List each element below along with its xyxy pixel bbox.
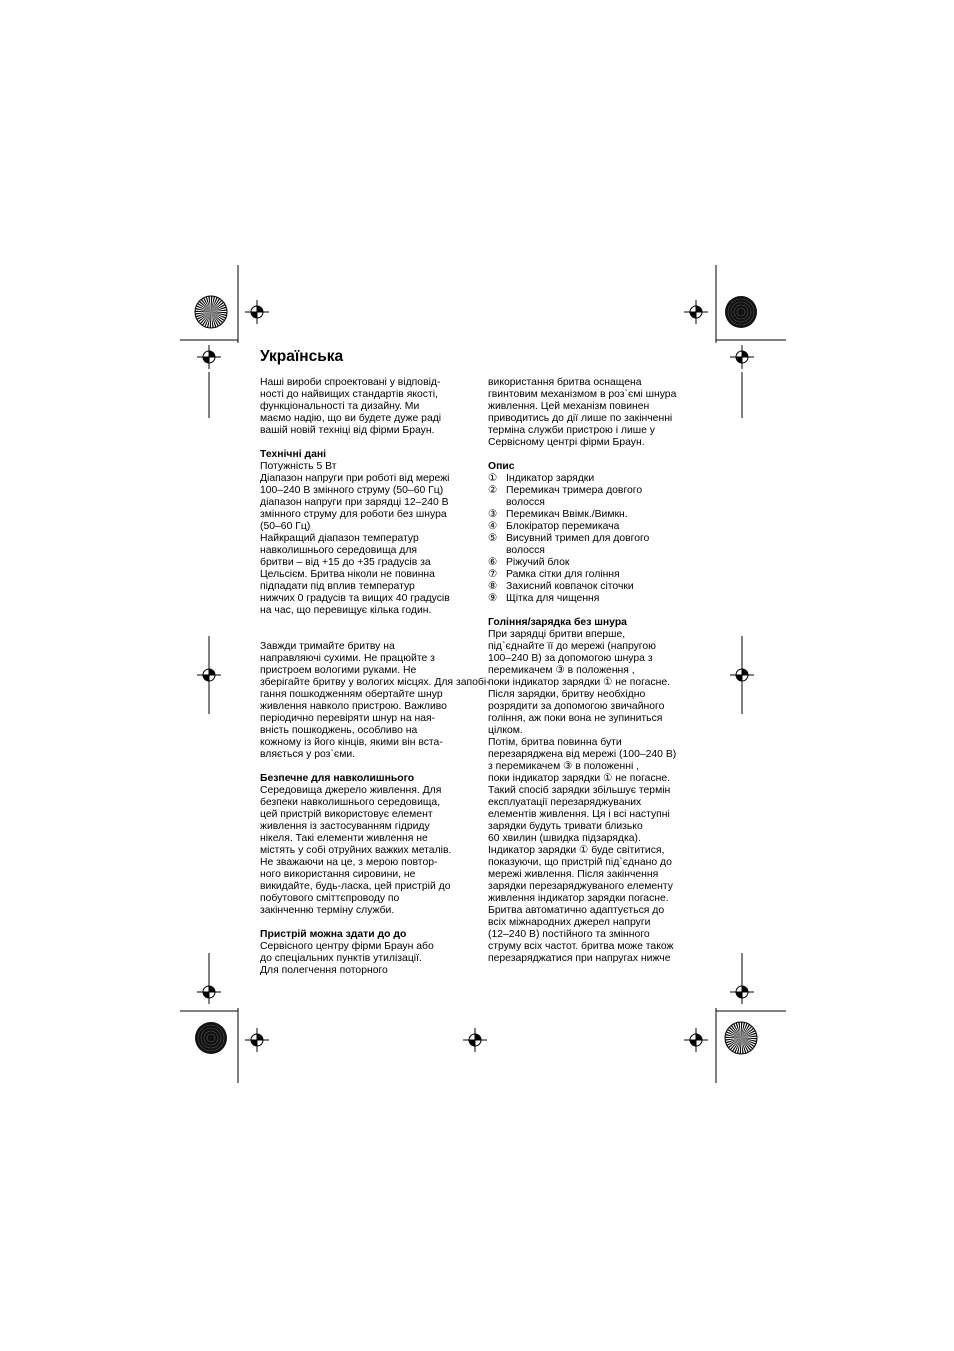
line-text: 100–240 В) за допомогою шнура з: [488, 653, 653, 664]
line-text: маємо надію, що ви будете дуже раді: [260, 413, 442, 424]
line-text: побутового сміттєпроводу по: [260, 893, 400, 904]
text-line: [488, 545, 694, 557]
line-text: При зарядці бритви вперше,: [488, 629, 626, 640]
text-line: [488, 761, 694, 773]
line-text: нікеля. Такі елементи живлення не: [260, 833, 428, 844]
text-line: [260, 521, 470, 533]
text-line: [260, 461, 470, 473]
line-text: (12–240 В) постійного та змінного: [488, 929, 650, 940]
line-text: Блокіратор перемикача: [506, 521, 620, 532]
text-line: [488, 917, 694, 929]
line-text: підпадати під вплив температур: [260, 581, 415, 592]
text-line: [488, 749, 694, 761]
text-line: [488, 449, 694, 461]
line-text: діапазон напруги при зарядці 12–240 В: [260, 497, 449, 508]
line-text: зберігайте бритву у вологих місцях. Для запобі-: [260, 677, 490, 688]
right-text-column: [488, 377, 694, 965]
text-line: [488, 389, 694, 401]
page-title: Українська: [260, 348, 344, 365]
text-line: [260, 809, 470, 821]
line-text: навколишнього середовища для: [260, 545, 418, 556]
list-item: [488, 569, 694, 581]
line-text: Після зарядки, бритву необхідно: [488, 689, 646, 700]
line-text: Бритва автоматично адаптується до: [488, 905, 665, 916]
line-text: розрядити за допомогою звичайного: [488, 701, 665, 712]
text-line: [260, 557, 470, 569]
text-line: [488, 437, 694, 449]
list-item: [488, 533, 694, 545]
list-item: [488, 485, 694, 497]
line-text: зарядки будуть тривати близько: [488, 821, 643, 832]
text-line: [260, 821, 470, 833]
line-text: Безпечне для навколишнього: [260, 773, 415, 784]
text-line: [260, 389, 470, 401]
text-line: [260, 629, 470, 641]
text-line: [488, 833, 694, 845]
list-item-number: ②: [488, 485, 498, 496]
line-text: використання бритва оснащена: [488, 377, 642, 388]
line-text: Гоління/зарядка без шнура: [488, 617, 627, 628]
text-line: [260, 401, 470, 413]
text-line: [260, 749, 470, 761]
line-text: Потужність 5 Вт: [260, 461, 337, 472]
dark-target-icon: [725, 296, 757, 328]
text-line: [260, 473, 470, 485]
section-heading: [488, 617, 694, 629]
line-text: Пристрій можна здати до до: [260, 929, 407, 940]
line-text: Сервісного центру фірми Браун або: [260, 941, 434, 952]
line-text: Діапазон напруги при роботі від мережі: [260, 473, 450, 484]
text-line: [260, 797, 470, 809]
text-line: [488, 797, 694, 809]
line-text: поки індикатор зарядки ① не погасне.: [488, 773, 671, 784]
list-item-number: ⑥: [488, 557, 498, 568]
line-text: Середовища джерело живлення. Для: [260, 785, 442, 796]
text-line: [488, 725, 694, 737]
text-line: [488, 821, 694, 833]
text-line: [260, 905, 470, 917]
line-text: перезаряджена від мережі (100–240 В): [488, 749, 677, 760]
line-text: цілком.: [488, 725, 523, 736]
text-line: [260, 581, 470, 593]
list-item-number: ⑨: [488, 593, 498, 604]
line-text: експлуатації перезаряджуваних: [488, 797, 642, 808]
line-text: гвинтовим механізмом в роз`ємі шнура: [488, 389, 677, 400]
text-line: [260, 965, 470, 977]
list-item-number: ⑦: [488, 569, 498, 580]
text-line: [260, 761, 470, 773]
list-item-number: ④: [488, 521, 498, 532]
line-text: перемикачем ③ в положення ,: [488, 665, 635, 676]
line-text: змінного струму для роботи без шнура: [260, 509, 447, 520]
text-line: [488, 713, 694, 725]
text-line: [488, 677, 694, 689]
text-line: [260, 509, 470, 521]
line-text: містять у собі отруйних важких металів.: [260, 845, 452, 856]
text-line: [260, 485, 470, 497]
text-line: [260, 917, 470, 929]
text-line: [260, 617, 470, 629]
line-text: живлення із застосуванням гідриду: [260, 821, 430, 832]
text-line: [488, 773, 694, 785]
line-text: 60 хвилин (швидка підзарядка).: [488, 833, 641, 844]
text-line: [488, 809, 694, 821]
text-line: [260, 641, 470, 653]
text-line: [260, 665, 470, 677]
line-text: ності до найвищих стандартів якості,: [260, 389, 438, 400]
text-line: [260, 605, 470, 617]
text-line: [488, 641, 694, 653]
text-line: [260, 701, 470, 713]
line-text: з перемикачем ③ в положенні ,: [488, 761, 640, 772]
text-line: [260, 737, 470, 749]
line-text: вляється у роз`єми.: [260, 749, 356, 760]
text-line: [488, 689, 694, 701]
text-line: [260, 953, 470, 965]
line-text: Сервісному центрі фірми Браун.: [488, 437, 645, 448]
text-line: [260, 893, 470, 905]
line-text: Завжди тримайте бритву на: [260, 641, 395, 652]
text-line: [488, 905, 694, 917]
text-line: [488, 785, 694, 797]
line-text: струму всіх частот. бритва може також: [488, 941, 674, 952]
text-line: [488, 857, 694, 869]
line-text: Висувний тримеп для довгого: [506, 533, 650, 544]
line-text: поки індикатор зарядки ① не погасне.: [488, 677, 671, 688]
text-line: [260, 713, 470, 725]
text-line: [488, 845, 694, 857]
line-text: нижчих 0 градусів та вищих 40 градусів: [260, 593, 450, 604]
text-line: [260, 377, 470, 389]
line-text: Індикатор зарядки ① буде світитися,: [488, 845, 665, 856]
text-line: [260, 833, 470, 845]
line-text: всіх міжнародних джерел напруги: [488, 917, 651, 928]
line-text: живлення. Цей механізм повинен: [488, 401, 650, 412]
line-text: терміна служби пристрою і лише у: [488, 425, 655, 436]
text-line: [260, 689, 470, 701]
text-line: [488, 605, 694, 617]
text-line: [260, 437, 470, 449]
line-text: Цельсієм. Бритва ніколи не повинна: [260, 569, 435, 580]
line-text: Щітка для чищення: [506, 593, 600, 604]
list-item-number: ⑤: [488, 533, 498, 544]
section-heading: [260, 449, 470, 461]
text-line: [260, 545, 470, 557]
text-line: [488, 953, 694, 965]
line-text: Найкращий діапазон температур: [260, 533, 419, 544]
text-line: [260, 653, 470, 665]
line-text: Такий спосіб зарядки збільшує термін: [488, 785, 671, 796]
line-text: Ріжучий блок: [506, 557, 570, 568]
text-line: [488, 665, 694, 677]
text-line: [260, 857, 470, 869]
text-line: [488, 377, 694, 389]
section-heading: [488, 461, 694, 473]
line-text: Потім, бритва повинна бути: [488, 737, 622, 748]
text-line: [260, 869, 470, 881]
text-line: [488, 425, 694, 437]
line-text: функціональності та дизайну. Ми: [260, 401, 420, 412]
line-text: цей пристрій використовує елемент: [260, 809, 433, 820]
line-text: елементів живлення. Ця і всі наступні: [488, 809, 670, 820]
text-line: [488, 893, 694, 905]
line-text: Опис: [488, 461, 515, 472]
dark-target-icon: [195, 1022, 227, 1054]
text-line: [488, 497, 694, 509]
line-text: під`єднайте її до мережі (напругою: [488, 641, 656, 652]
text-line: [488, 929, 694, 941]
text-line: [260, 845, 470, 857]
text-line: [260, 569, 470, 581]
line-text: перезаряджатися при напругах нижче: [488, 953, 671, 964]
line-text: мережі живлення. Після закінчення: [488, 869, 659, 880]
section-heading: [260, 773, 470, 785]
text-line: [260, 725, 470, 737]
list-item-number: ⑧: [488, 581, 498, 592]
text-line: [260, 941, 470, 953]
line-text: волосся: [506, 545, 545, 556]
list-item: [488, 521, 694, 533]
text-line: [488, 413, 694, 425]
list-item: [488, 557, 694, 569]
text-line: [488, 629, 694, 641]
list-item-number: ①: [488, 473, 498, 484]
line-text: періодично перевіряти шнур на ная-: [260, 713, 436, 724]
left-text-column: [260, 377, 490, 977]
list-item: [488, 581, 694, 593]
line-text: безпеки навколишнього середовища,: [260, 797, 441, 808]
section-heading: [260, 929, 470, 941]
list-item-number: ③: [488, 509, 498, 520]
text-line: [260, 533, 470, 545]
line-text: (50–60 Гц): [260, 521, 311, 532]
line-text: до спеціальних пунктів утилізації.: [260, 953, 422, 964]
text-line: [260, 677, 490, 689]
text-line: [260, 413, 470, 425]
line-text: Перемикач тримера довгого: [506, 485, 643, 496]
line-text: на час, що перевищує кілька годин.: [260, 605, 432, 616]
text-line: [488, 401, 694, 413]
line-text: показуючи, що пристрій під`єднано до: [488, 857, 672, 868]
text-line: [488, 881, 694, 893]
line-text: викидайте, будь-ласка, цей пристрій до: [260, 881, 451, 892]
list-item: [488, 473, 694, 485]
line-text: бритви – від +15 до +35 градусів за: [260, 557, 431, 568]
line-text: Рамка сітки для гоління: [506, 569, 620, 580]
text-line: [488, 737, 694, 749]
text-line: [488, 653, 694, 665]
line-text: кожному із його кінців, якими він вста-: [260, 737, 443, 748]
line-text: пристроем вологими руками. Не: [260, 665, 417, 676]
line-text: приводитись до дії лише по закінченні: [488, 413, 673, 424]
line-text: Технічні дані: [260, 449, 327, 460]
line-text: направляючі сухими. Не працюйте з: [260, 653, 435, 664]
text-line: [260, 425, 470, 437]
text-line: [488, 701, 694, 713]
list-item: [488, 509, 694, 521]
text-line: [488, 869, 694, 881]
line-text: зарядки перезаряджуваного елементу: [488, 881, 673, 892]
line-text: закінченню терміну служби.: [260, 905, 395, 916]
line-text: волосся: [506, 497, 545, 508]
line-text: 100–240 В змінного струму (50–60 Гц): [260, 485, 444, 496]
line-text: вність пошкоджень, особливо на: [260, 725, 418, 736]
line-text: Перемикач Ввімк./Вимкн.: [506, 509, 628, 520]
line-text: живлення навколо пристрою. Важливо: [260, 701, 447, 712]
text-line: [260, 881, 470, 893]
line-text: гоління, аж поки вона не зупиниться: [488, 713, 663, 724]
line-text: Захисний ковпачок сіточки: [506, 581, 634, 592]
text-line: [260, 785, 470, 797]
line-text: живлення індикатор зарядки погасне.: [488, 893, 669, 904]
line-text: гання пошкодженням обертайте шнур: [260, 689, 443, 700]
line-text: Наші вироби спроектовані у відповід-: [260, 377, 441, 388]
text-line: [260, 497, 470, 509]
line-text: ного використання сировини, не: [260, 869, 416, 880]
text-line: [260, 593, 470, 605]
line-text: Не зважаючи на це, з мерою повтор-: [260, 857, 438, 868]
list-item: [488, 593, 694, 605]
line-text: Для полегчення поторного: [260, 965, 388, 976]
line-text: вашій новій техніці від фірми Браун.: [260, 425, 435, 436]
line-text: Індикатор зарядки: [506, 473, 595, 484]
text-line: [488, 941, 694, 953]
